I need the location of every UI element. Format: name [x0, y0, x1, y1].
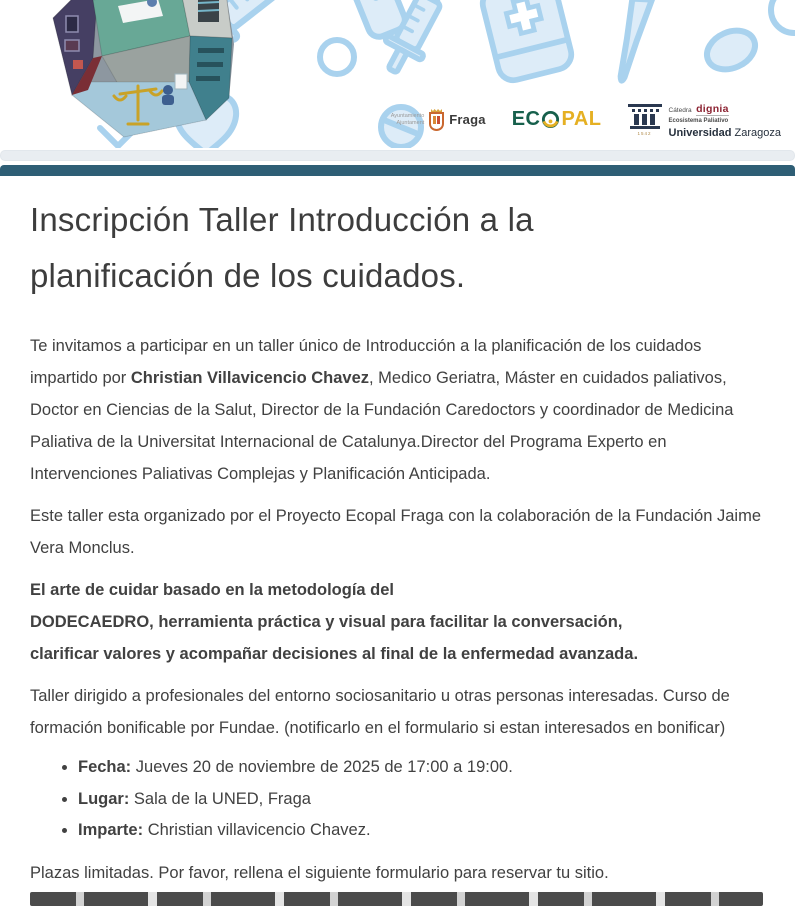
fraga-logo: [391, 108, 486, 131]
detail-label: Lugar:: [78, 789, 130, 808]
next-section-cutoff: [30, 892, 763, 906]
highlight-paragraph: [30, 574, 767, 670]
medicine-bottle-cross-icon: [473, 0, 581, 89]
unizar-dignia-text: dignia: [696, 103, 729, 116]
detail-imparte: [78, 815, 767, 847]
pill-oval-icon: [696, 18, 767, 82]
card-top-accent-bar: [0, 165, 795, 176]
ecopal-ec-text: EC: [511, 108, 541, 131]
event-details-list: [30, 752, 767, 847]
highlight-line: clarificar valores y acompañar decisiones al final de la enfermedad avanzada.: [30, 645, 639, 663]
detail-value: Christian villavicencio Chavez.: [143, 821, 371, 839]
logo-row: [391, 99, 781, 140]
presenter-name: Christian Villavicencio Chavez: [130, 369, 370, 387]
unizar-year: 1542: [637, 130, 652, 136]
unizar-ecosystem-text: Ecosistema Paliativo: [668, 118, 729, 125]
unizar-text-block: [669, 99, 782, 140]
detail-fecha: [78, 752, 767, 784]
highlight-line: DODECAEDRO, herramienta práctica y visual para facilitar la conversación,: [30, 613, 623, 631]
audience-paragraph: Taller dirigido a profesionales del entorno sociosanitario u otras personas interesadas. Curso de formación bonificable por Fundae. (notificarlo en el formulario si estan interesados en bonificar): [30, 687, 730, 737]
page-title: Inscripción Taller Introducción a la planificación de los cuidados.: [30, 201, 534, 294]
highlight-line: El arte de cuidar basado en la metodología del: [30, 581, 395, 599]
detail-label: Imparte:: [78, 821, 144, 839]
circle-icon: [766, 0, 795, 38]
intro-text-pre: Te invitamos a participar en un taller único de Introducción a la planificación de los cuidados impartido por: [30, 337, 702, 387]
fraga-wordmark: Fraga: [449, 112, 486, 128]
divider-strip: [0, 150, 795, 161]
ecopal-o-icon: [541, 110, 560, 129]
detail-value: Jueves 20 de noviembre de 2025 de 17:00 a 19:00.: [131, 758, 513, 776]
detail-lugar: [78, 784, 767, 816]
unizar-catedra-text: Cátedra: [668, 107, 692, 115]
circle-icon: [316, 36, 358, 78]
unizar-university-text: Universidad Zaragoza: [668, 127, 781, 140]
ecopal-pal-text: PAL: [561, 108, 602, 131]
unizar-building-icon: [628, 104, 662, 136]
intro-paragraph: [30, 330, 767, 490]
detail-value: Sala de la UNED, Fraga: [129, 789, 311, 808]
dodecahedron-illustration: [48, 0, 240, 148]
organizer-paragraph: Este taller esta organizado por el Proyecto Ecopal Fraga con la colaboración de la Fundación Jaime Vera Monclus.: [30, 507, 762, 557]
dropper-icon: [592, 0, 674, 101]
intro-text-post: , Medico Geriatra, Máster en cuidados paliativos, Doctor en Ciencias de la Salut, Director de la Fundación Caredoctors y coordinador de Medicina Paliativa de la Universitat Internacional de Catalunya.Director del Programa Experto en Intervenciones Paliativas Complejas y Planificación Anticipada.: [30, 369, 734, 483]
fraga-shield-icon: [428, 108, 445, 131]
fraga-org-text: Ayuntamiento Ajuntament: [390, 113, 425, 126]
detail-label: Fecha:: [78, 758, 132, 776]
closing-paragraph: Plazas limitadas. Por favor, rellena el siguiente formulario para reservar tu sitio.: [30, 863, 609, 882]
unizar-logo: [628, 99, 782, 140]
header-illustration: [0, 0, 795, 148]
ecopal-logo: [512, 108, 602, 131]
workshop-description-card: [0, 192, 795, 906]
